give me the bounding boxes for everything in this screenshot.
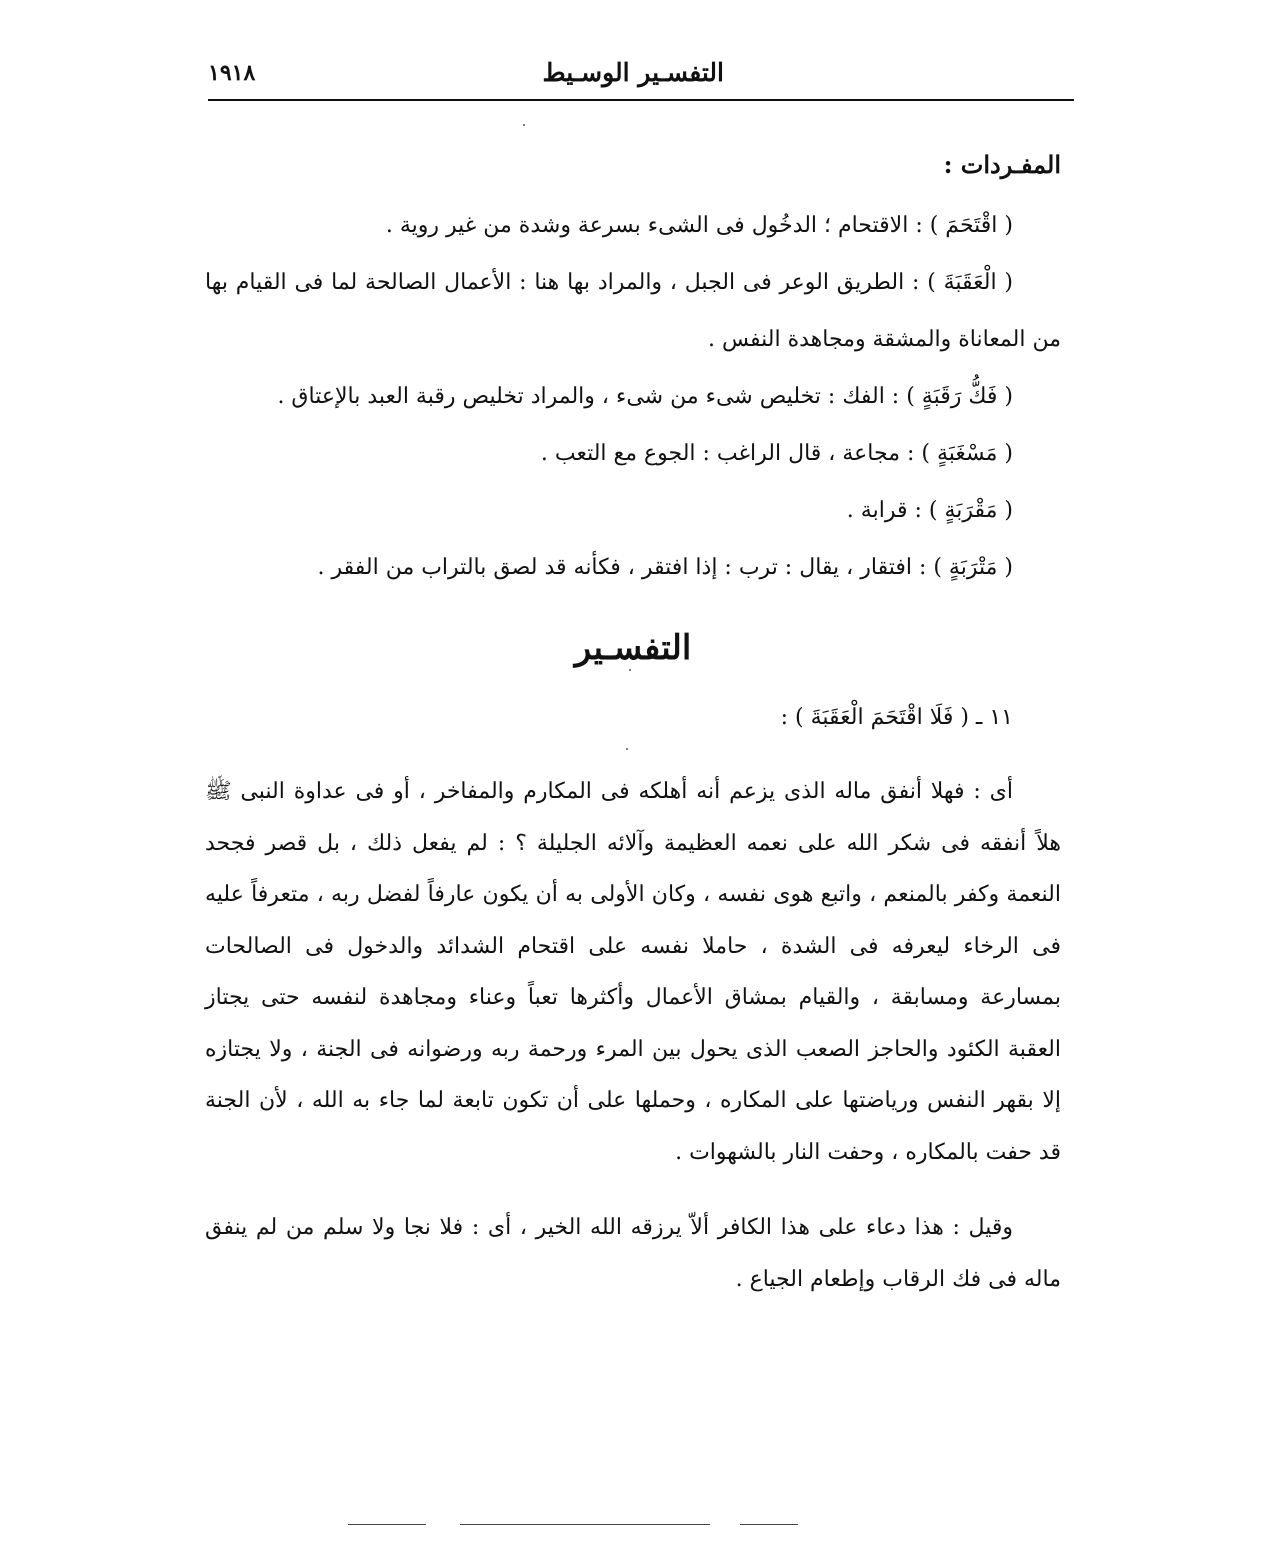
- scan-speck: [523, 124, 525, 126]
- vocab-item-fakk-raqaba: ( فَكُّ رَقَبَةٍ ) : الفك : تخليص شىء من شىء ، والمراد تخليص رقبة العبد بالإعتاق .: [277, 384, 1013, 409]
- tafsir-paragraph: وقيل : هذا دعاء على هذا الكافر ألاّ يرزقه الله الخير ، أى : فلا نجا ولا سلم من لم ينفق ماله فى فك الرقاب وإطعام الجياع .: [205, 1215, 1061, 1292]
- vocab-item-iqtahama: ( اقْتَحَمَ ) : الاقتحام ؛ الدخُول فى الشىء بسرعة وشدة من غير روية .: [385, 213, 1013, 238]
- footer-rule: [348, 1524, 426, 1525]
- footer-rule: [740, 1524, 798, 1525]
- tafsir-section: [205, 628, 1061, 1305]
- tafsir-heading: التفسـير: [574, 628, 692, 668]
- vocabulary-heading: المفـردات :: [943, 150, 1061, 179]
- tafsir-paragraph: أى : فهلا أنفق ماله الذى يزعم أنه أهلكه فى المكارم والمفاخر ، أو فى عداوة النبى ﷺ هلاً أنفقه فى شكر الله على نعمه العظيمة وآلائه الجليلة ؟ : لم يفعل ذلك ، بل قصر فجحد النعمة وكفر بالمنعم ، واتبع هوى نفسه ، وكان الأولى به أن يكون عارفاً لفضل ربه ، متعرفاً عليه فى الرخاء ليعرفه فى الشدة ، حاملا نفسه على اقتحام الشدائد والدخول فى الصالحات بمسارعة ومسابقة ، والقيام بمشاق الأعمال وأكثرها تعباً وعناء ومجاهدة لنفسه حتى يجتاز العقبة الكئود والحاجز الصعب الذى يحول بين المرء ورحمة ربه ورضوانه فى الجنة ، ولا يجتازه إلا بقهر النفس ورياضتها على المكاره ، وحملها على أن تكون تابعة لما جاء به الله ، لأن الجنة قد حفت بالمكاره ، وحفت النار بالشهوات .: [205, 779, 1061, 1165]
- vocab-item-matraba: ( مَتْرَبَةٍ ) : افتقار ، يقال : ترب : إذا افتقر ، فكأنه قد لصق بالتراب من الفقر .: [317, 555, 1013, 580]
- page-number: ١٩١٨: [208, 60, 256, 86]
- vocab-item-masghaba: ( مَسْغَبَةٍ ) : مجاعة ، قال الراغب : الجوع مع التعب .: [540, 441, 1013, 466]
- header-rule: [208, 99, 1074, 101]
- page-body: [205, 150, 1061, 1305]
- vocabulary-section: [205, 150, 1061, 596]
- verse-label: ١١ ـ ( فَلَا اقْتَحَمَ الْعَقَبَةَ ) :: [780, 705, 1013, 730]
- footer-rule: [460, 1524, 710, 1525]
- vocab-item-aqaba: ( الْعَقَبَةَ ) : الطريق الوعر فى الجبل ، والمراد بها هنا : الأعمال الصالحة لما فى القيام بها من المعاناة والمشقة ومجاهدة النفس .: [205, 270, 1061, 352]
- vocab-item-maqraba: ( مَقْرَبَةٍ ) : قرابة .: [846, 498, 1013, 523]
- running-title: التفسـير الوسـيط: [542, 58, 724, 87]
- running-header: [208, 56, 1074, 96]
